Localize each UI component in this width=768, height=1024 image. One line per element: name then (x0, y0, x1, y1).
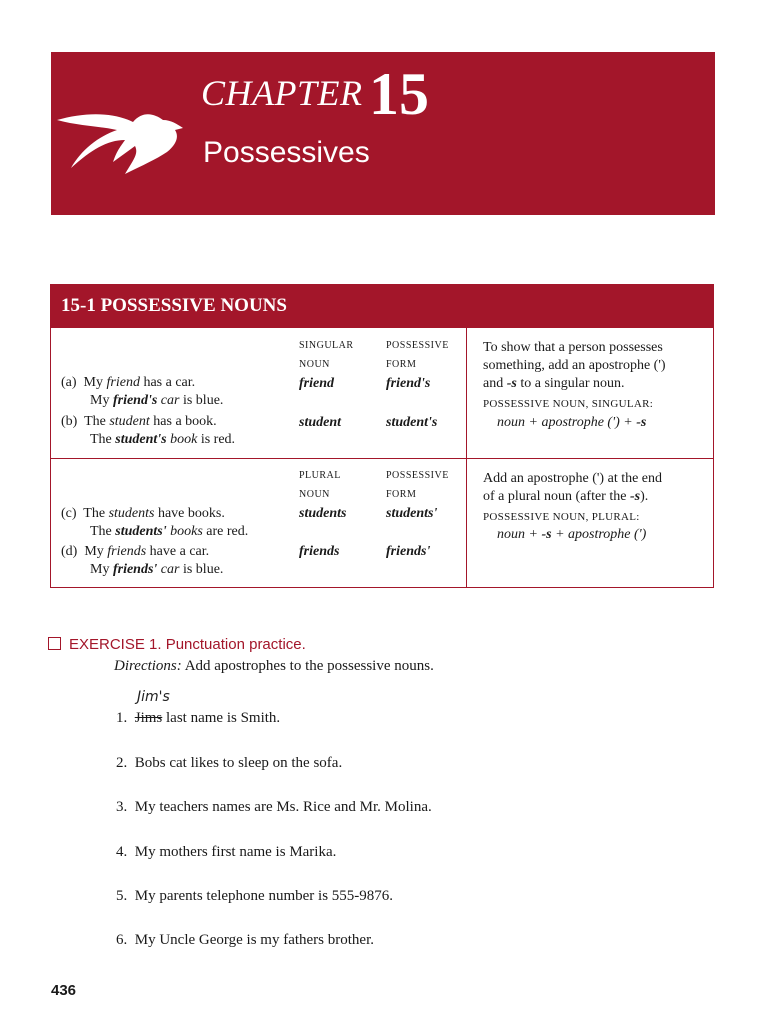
example-row-c-line1: (c) The students have books. (61, 506, 225, 521)
chapter-number: 15 (369, 61, 429, 127)
checkbox-icon (48, 637, 61, 650)
noun-students: students (299, 506, 347, 521)
plural-form-head-2: FORM (386, 489, 417, 500)
exercise-item-2: 2. Bobs cat likes to sleep on the sofa. (116, 755, 343, 771)
form-friends: friend's (386, 376, 431, 391)
singular-form-head-2: FORM (386, 359, 417, 370)
plural-noun-head-2: NOUN (299, 489, 330, 500)
chapter-title: Possessives (203, 136, 370, 169)
singular-noun-head-1: SINGULAR (299, 340, 354, 351)
noun-friend: friend (299, 376, 334, 391)
swallow-bird-icon (55, 74, 195, 174)
form-students-singular: student's (386, 415, 438, 430)
chart-title: 15-1 POSSESSIVE NOUNS (61, 295, 287, 316)
singular-explanation-3: and -s to a singular noun. (483, 376, 625, 391)
exercise-directions: Directions: Add apostrophes to the possessive nouns. (114, 658, 434, 674)
exercise-item-6: 6. My Uncle George is my fathers brother. (116, 932, 374, 948)
chapter-banner (51, 52, 715, 215)
chart-row-divider (51, 458, 713, 459)
exercise-item-3: 3. My teachers names are Ms. Rice and Mr. Molina. (116, 799, 432, 815)
example-row-a-line2: My friend's car is blue. (90, 393, 224, 408)
plural-explanation-1: Add an apostrophe (') at the end (483, 471, 663, 486)
plural-form-head-1: POSSESSIVE (386, 470, 449, 481)
noun-friends: friends (299, 544, 340, 559)
exercise-item-4: 4. My mothers first name is Marika. (116, 844, 337, 860)
example-row-d-line2: My friends' car is blue. (90, 562, 224, 577)
handwritten-correction: Jim's (137, 689, 170, 705)
plural-noun-head-1: PLURAL (299, 470, 341, 481)
exercise-item-5: 5. My parents telephone number is 555-9876. (116, 888, 394, 904)
form-students-plural: students' (386, 506, 438, 521)
singular-explanation-2: something, add an apostrophe (') (483, 358, 666, 373)
exercise-heading: EXERCISE 1. Punctuation practice. (48, 636, 306, 653)
example-row-d-line1: (d) My friends have a car. (61, 544, 210, 559)
grammar-chart (50, 284, 714, 588)
singular-explanation-1: To show that a person possesses (483, 340, 663, 355)
example-row-a-line1: (a) My friend has a car. (61, 375, 196, 390)
example-row-b-line1: (b) The student has a book. (61, 414, 217, 429)
example-row-b-line2: The student's book is red. (90, 432, 236, 447)
plural-rule-title: POSSESSIVE NOUN, PLURAL: (483, 511, 640, 523)
form-friends-plural: friends' (386, 544, 431, 559)
plural-explanation-2: of a plural noun (after the -s). (483, 489, 649, 504)
noun-student: student (299, 415, 342, 430)
exercise-item-1: 1. Jims last name is Smith. (116, 710, 281, 726)
chapter-label: CHAPTER (201, 73, 363, 113)
chart-header (51, 284, 713, 328)
singular-form-head-1: POSSESSIVE (386, 340, 449, 351)
page-number: 436 (51, 982, 77, 999)
example-row-c-line2: The students' books are red. (90, 524, 249, 539)
plural-rule: noun + -s + apostrophe (') (497, 527, 647, 542)
singular-rule-title: POSSESSIVE NOUN, SINGULAR: (483, 398, 654, 410)
singular-rule: noun + apostrophe (') + -s (497, 415, 647, 430)
singular-noun-head-2: NOUN (299, 359, 330, 370)
